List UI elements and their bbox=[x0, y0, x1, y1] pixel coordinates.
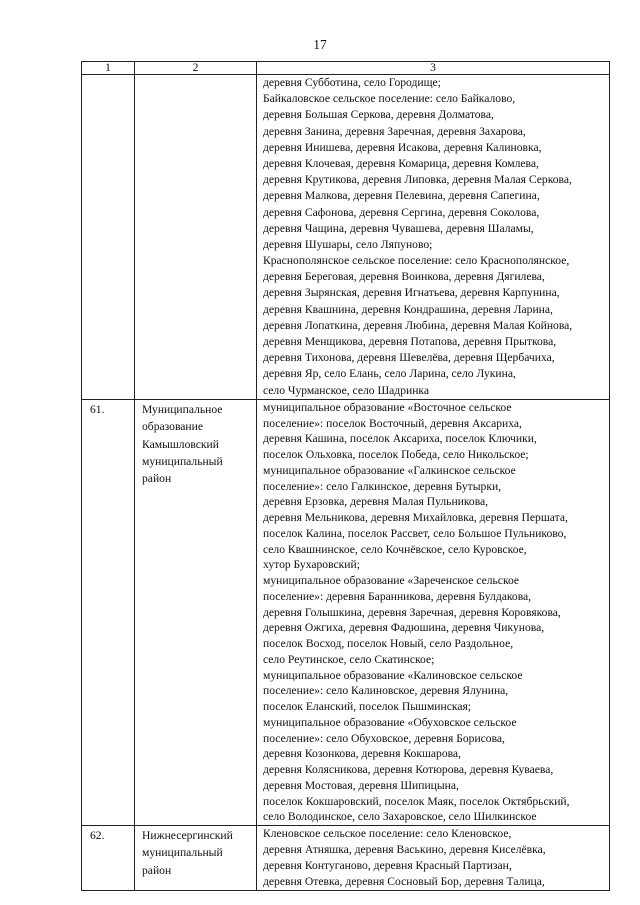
page-number: 17 bbox=[313, 37, 327, 52]
settlement-line: село Володинское, село Захаровское, село Шилкинское bbox=[263, 810, 537, 824]
settlement-line: Краснополянское сельское поселение: село Краснополянское, bbox=[263, 254, 570, 268]
settlement-line: поселок Кокшаровский, поселок Маяк, поселок Октябрьский, bbox=[263, 794, 570, 808]
settlement-line: деревня Мельникова, деревня Михайловка, деревня Першата, bbox=[263, 511, 568, 524]
header-col-3: 3 bbox=[257, 62, 610, 75]
settlement-line: деревня Субботина, село Городище; bbox=[263, 76, 441, 89]
settlement-line: поселок Ольховка, поселок Победа, село Никольское; bbox=[263, 448, 529, 461]
settlement-line: поселение»: поселок Восточный, деревня Аксариха, bbox=[263, 416, 522, 430]
settlement-line: деревня Козонкова, деревня Кокшарова, bbox=[263, 747, 461, 761]
header-row bbox=[82, 62, 610, 75]
settlement-line: деревня Отевка, деревня Сосновый Бор, деревня Талица, bbox=[263, 875, 545, 888]
settlement-line: деревня Ожгиха, деревня Фадюшина, деревня Чикунова, bbox=[263, 621, 545, 635]
settlement-line: деревня Клочевая, деревня Комарица, деревня Комлева, bbox=[263, 156, 539, 170]
settlement-line: Кленовское сельское поселение: село Кленовское, bbox=[263, 827, 512, 840]
district-name-line: Муниципальное bbox=[142, 402, 223, 416]
settlement-line: деревня Яр, село Елань, село Ларина, село Лукина, bbox=[263, 367, 516, 381]
settlement-line: поселение»: деревня Баранникова, деревня Булдакова, bbox=[263, 589, 532, 603]
settlement-line: хутор Бухаровский; bbox=[263, 558, 360, 572]
settlement-list bbox=[257, 75, 610, 400]
settlement-line: муниципальное образование «Обуховское сельское bbox=[263, 715, 517, 729]
header-col-1: 1 bbox=[82, 62, 135, 75]
row-number bbox=[82, 75, 135, 400]
district-name-line: муниципальный bbox=[142, 846, 223, 860]
district-name-line: муниципальный bbox=[142, 454, 223, 468]
settlement-line: село Квашнинское, село Кочнёвское, село Куровское, bbox=[263, 542, 527, 556]
district-name-line: район bbox=[142, 863, 172, 877]
settlement-line: деревня Крутикова, деревня Липовка, деревня Малая Серкова, bbox=[263, 173, 572, 187]
settlement-line: деревня Кашина, поселок Аксариха, поселок Ключики, bbox=[263, 432, 537, 446]
settlement-line: деревня Лопаткина, деревня Любина, деревня Малая Койнова, bbox=[263, 318, 573, 332]
document-table bbox=[81, 61, 610, 891]
district-name-line: Нижнесергинский bbox=[142, 829, 233, 842]
settlement-line: поселок Восход, поселок Новый, село Раздольное, bbox=[263, 637, 514, 650]
settlement-line: деревня Колясникова, деревня Котюрова, деревня Куваева, bbox=[263, 763, 554, 776]
settlement-line: муниципальное образование «Галкинское сельское bbox=[263, 463, 516, 477]
district-name bbox=[135, 75, 257, 400]
settlement-line: деревня Занина, деревня Заречная, деревня Захарова, bbox=[263, 124, 526, 138]
table-row bbox=[82, 826, 610, 891]
settlement-line: село Чурманское, село Шадринка bbox=[263, 383, 430, 397]
settlement-line: деревня Ерзовка, деревня Малая Пульникова, bbox=[263, 495, 489, 509]
settlement-line: село Реутинское, село Скатинское; bbox=[263, 652, 435, 666]
header-col-2: 2 bbox=[135, 62, 257, 75]
settlement-line: деревня Береговая, деревня Воинкова, деревня Дягилева, bbox=[263, 270, 545, 284]
district-name bbox=[135, 399, 257, 825]
row-number: 62. bbox=[82, 826, 135, 891]
settlement-line: деревня Мостовая, деревня Шипицына, bbox=[263, 778, 459, 792]
settlement-line: муниципальное образование «Калиновское сельское bbox=[263, 668, 523, 682]
settlement-line: деревня Сафонова, деревня Сергина, деревня Соколова, bbox=[263, 205, 540, 219]
settlement-line: деревня Квашнина, деревня Кондрашина, деревня Ларина, bbox=[263, 302, 553, 316]
settlement-line: деревня Атняшка, деревня Васькино, деревня Киселёвка, bbox=[263, 843, 546, 856]
table-row bbox=[82, 75, 610, 400]
settlement-line: деревня Голышкина, деревня Заречная, деревня Коровякова, bbox=[263, 605, 561, 619]
settlement-list bbox=[257, 399, 610, 825]
settlement-line: деревня Инишева, деревня Исакова, деревня Калиновка, bbox=[263, 140, 542, 154]
settlement-line: деревня Менщикова, деревня Потапова, деревня Прыткова, bbox=[263, 335, 557, 348]
settlement-list bbox=[257, 826, 610, 891]
district-name-line: образование bbox=[142, 420, 203, 434]
settlement-line: поселок Калина, поселок Рассвет, село Большое Пульниково, bbox=[263, 526, 567, 540]
row-number: 61. bbox=[82, 399, 135, 825]
settlement-line: Байкаловское сельское поселение: село Байкалово, bbox=[263, 92, 516, 106]
settlement-line: поселение»: село Обуховское, деревня Борисова, bbox=[263, 731, 505, 745]
settlement-line: муниципальное образование «Зареченское сельское bbox=[263, 574, 520, 587]
settlement-line: деревня Чащина, деревня Чувашева, деревня Шаламы, bbox=[263, 221, 534, 235]
settlement-line: деревня Шушары, село Ляпуново; bbox=[263, 237, 433, 251]
settlement-line: деревня Большая Серкова, деревня Долматова, bbox=[263, 108, 494, 122]
district-name-line: район bbox=[142, 472, 172, 486]
settlement-line: поселок Еланский, поселок Пышминская; bbox=[263, 700, 472, 713]
district-name bbox=[135, 826, 257, 891]
table-row bbox=[82, 399, 610, 825]
settlement-line: деревня Тихонова, деревня Шевелёва, деревня Щербачиха, bbox=[263, 351, 555, 365]
settlement-line: поселение»: село Галкинское, деревня Бутырки, bbox=[263, 479, 502, 493]
district-name-line: Камышловский bbox=[142, 437, 219, 451]
settlement-line: деревня Малкова, деревня Пелевина, деревня Сапегина, bbox=[263, 189, 540, 203]
settlement-line: деревня Контуганово, деревня Красный Партизан, bbox=[263, 859, 512, 872]
settlement-line: поселение»: село Калиновское, деревня Ялунина, bbox=[263, 684, 509, 698]
settlement-line: деревня Зырянская, деревня Игнатьева, деревня Карпунина, bbox=[263, 286, 560, 300]
settlement-line: муниципальное образование «Восточное сельское bbox=[263, 400, 512, 414]
